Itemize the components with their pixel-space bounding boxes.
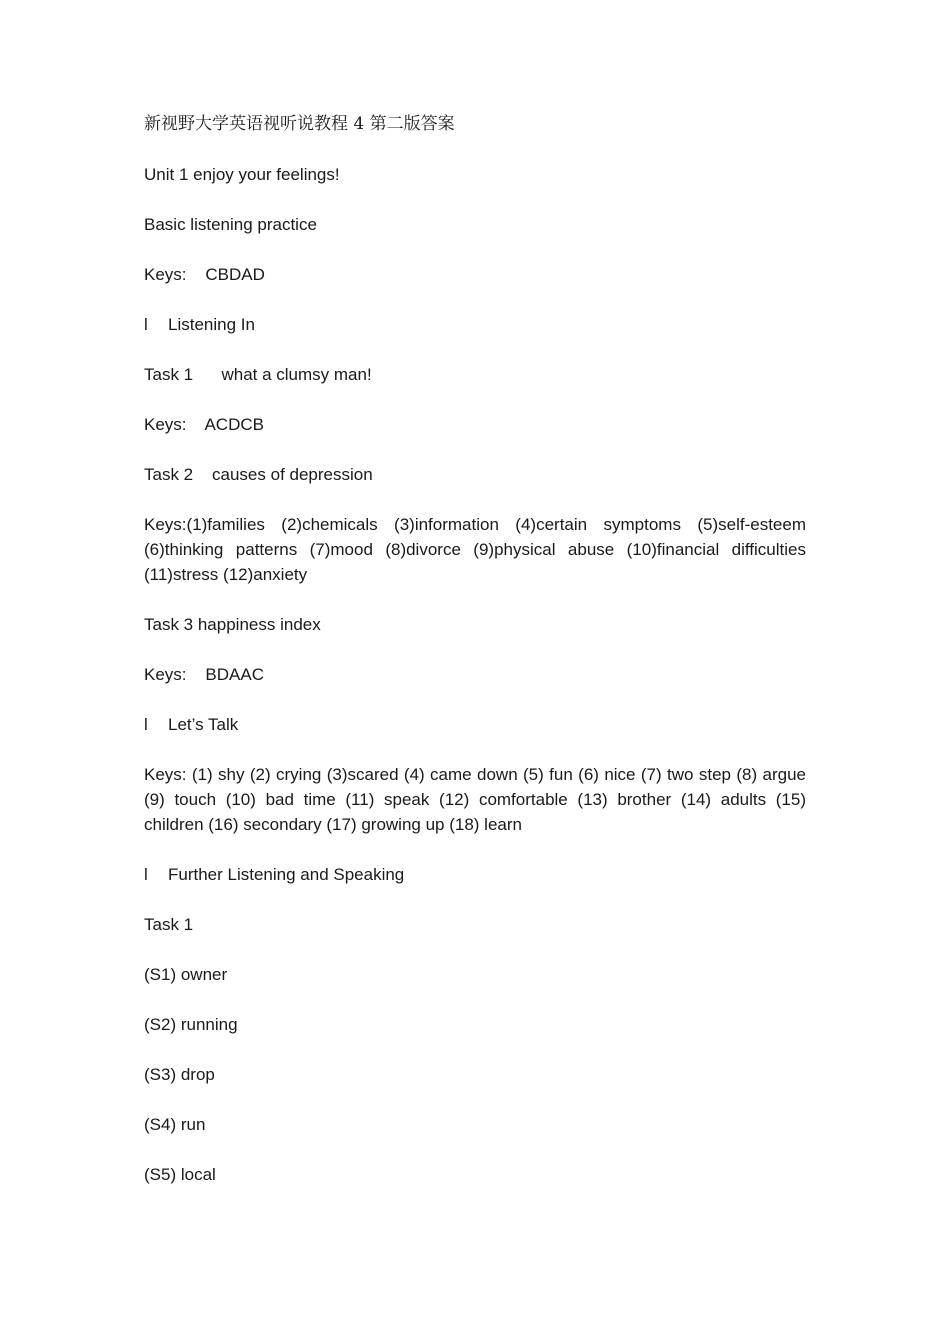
task2-keys: Keys:(1)families (2)chemicals (3)information (4)certain symptoms (5)self-esteem (6)thinking patterns (7)mood (8)divorce (9)physical abuse (10)financial difficulties (11)stress (12)anxiety [144,515,806,584]
answer-item: (S1) owner [144,965,228,984]
task2-heading: Task 2 causes of depression [144,465,373,484]
section-listening-in [144,312,806,337]
unit-heading: Unit 1 enjoy your feelings! [144,165,340,184]
section-lets-talk [144,712,806,737]
answer-item: (S2) running [144,1015,238,1034]
lets-talk-keys: Keys: (1) shy (2) crying (3)scared (4) came down (5) fun (6) nice (7) two step (8) argue (9) touch (10) bad time (11) speak (12) comfortable (13) brother (14) adults (15) children (16) secondary (17) growing up (18) learn [144,765,806,834]
task3-keys: Keys: BDAAC [144,665,264,684]
bullet-marker: l [144,715,148,734]
task3-heading: Task 3 happiness index [144,615,321,634]
answer-item: (S5) local [144,1165,216,1184]
document-body [144,112,806,1212]
task1-heading: Task 1 what a clumsy man! [144,365,372,384]
document-title: 新视野大学英语视听说教程 4 第二版答案 [144,114,455,134]
further-task1-heading: Task 1 [144,915,194,934]
basic-keys: Keys: CBDAD [144,265,265,284]
section-lets-talk-label: Let’s Talk [168,715,239,734]
answer-item: (S3) drop [144,1065,215,1084]
section-listening-in-label: Listening In [168,315,255,334]
section-further-listening [144,862,806,887]
bullet-marker: l [144,315,148,334]
section-basic-listening: Basic listening practice [144,215,317,234]
section-further-listening-label: Further Listening and Speaking [168,865,405,884]
answer-item: (S4) run [144,1115,206,1134]
bullet-marker: l [144,865,148,884]
task1-keys: Keys: ACDCB [144,415,264,434]
